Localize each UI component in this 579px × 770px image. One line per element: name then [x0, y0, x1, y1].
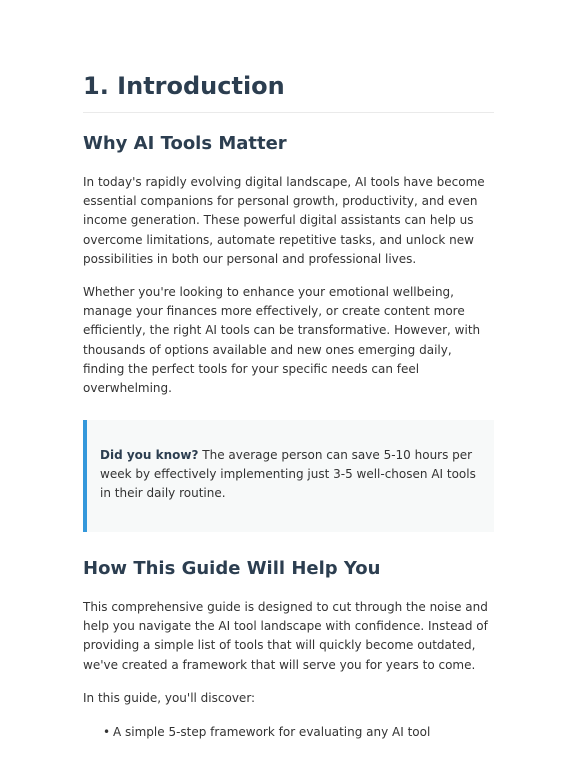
callout-label: Did you know?: [100, 448, 199, 462]
list-item-text: A simple 5-step framework for evaluating any AI tool: [113, 725, 431, 739]
callout-body: The average person can save 5-10 hours per week by effectively implementing just 3-5 well-chosen AI tools in their daily routine.: [100, 448, 476, 501]
why-paragraph-1: In today's rapidly evolving digital landscape, AI tools have become essential companions for personal growth, productivity, and even income generation. These powerful digital assistants can help us overcome limitations, automate repetitive tasks, and unlock new possibilities in both our personal and professional lives.: [83, 175, 485, 266]
callout-text: [100, 446, 484, 504]
did-you-know-callout: [83, 420, 494, 532]
how-paragraph-1: This comprehensive guide is designed to cut through the noise and help you navigate the AI tool landscape with confidence. Instead of providing a simple list of tools that will quickly become outdated, we've created a framework that will serve you for years to come.: [83, 600, 488, 672]
section-heading-how-guide-helps: How This Guide Will Help You: [83, 558, 381, 579]
why-paragraph-2: Whether you're looking to enhance your emotional wellbeing, manage your finances more effectively, or create content more efficiently, the right AI tools can be transformative. However, with thousands of options available and new ones emerging daily, finding the perfect tools for your specific needs can feel overwhelming.: [83, 285, 481, 396]
bullet-icon: •: [103, 725, 111, 739]
section-heading-why-ai-tools: Why AI Tools Matter: [83, 133, 287, 154]
title-divider: [83, 112, 494, 113]
page-title: 1. Introduction: [83, 72, 285, 100]
how-paragraph-2: In this guide, you'll discover:: [83, 691, 256, 705]
list-item: [83, 723, 494, 742]
discover-list: [83, 723, 494, 742]
